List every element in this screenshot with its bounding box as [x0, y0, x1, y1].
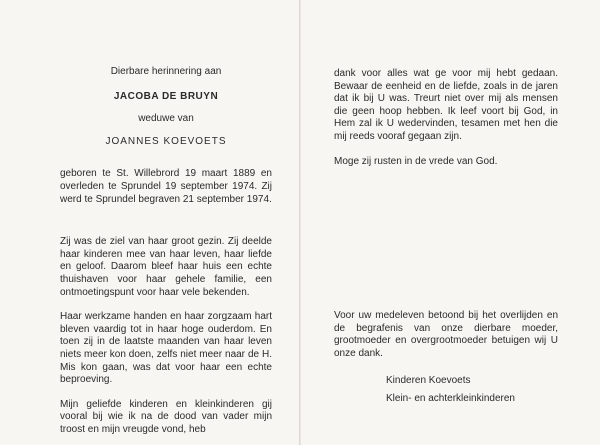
left-page — [60, 0, 272, 445]
signature-line-1: Kinderen Koevoets — [386, 374, 471, 386]
paragraph-5: Moge zij rusten in de vrede van God. — [334, 155, 498, 167]
deceased-name: JACOBA DE BRUYN — [113, 90, 219, 102]
right-page — [334, 0, 558, 445]
paragraph-2: Haar werkzame handen en haar zorgzaam hart bleven vaardig tot in haar hoge ouderdom. En toen zij in de laatste maanden van haar leven niets meer kon doen, zelfs niet meer naar de H. Mis kon gaan, was dat voor haar een echte beproeving. — [60, 311, 272, 386]
signature-line-2: Klein- en achterkleinkinderen — [386, 393, 515, 405]
paragraph-4: dank voor alles wat ge voor mij hebt gedaan. Bewaar de eenheid en de liefde, zoals in de jaren dat ik bij U was. Treurt niet over mij als mensen die geen hoop hebben. Ik leef voort bij God, in Hem zal ik U wedervinden, tesamen met hen die mij reeds vooraf gegaan zijn. — [334, 68, 558, 142]
paragraph-1: Zij was de ziel van haar groot gezin. Zij deelde haar kinderen mee van haar leven, haar liefde en geloof. Daarom bleef haar huis een echte thuishaven voor haar gehele familie, een ontmoetingspunt voor haar vele bekenden. — [60, 236, 272, 298]
paragraph-3: Mijn geliefde kinderen en kleinkinderen gij vooral bij wie ik na de dood van vader mijn troost en mijn vreugde vond, heb — [60, 398, 272, 435]
card-fold — [299, 0, 301, 445]
spouse-name: JOANNES KOEVOETS — [105, 135, 227, 147]
thanks-text: Voor uw medeleven betoond bij het overlijden en de begrafenis van onze dierbare moeder, grootmoeder en overgrootmoeder betuigen wij U onze dank. — [334, 310, 558, 359]
bio-text: geboren te St. Willebrord 19 maart 1889 en overleden te Sprundel 19 september 1974. Zij werd te Sprundel begraven 21 september 1974. — [60, 168, 272, 205]
heading: Dierbare herinnering aan — [110, 66, 222, 77]
relation-text: weduwe van — [138, 113, 194, 125]
